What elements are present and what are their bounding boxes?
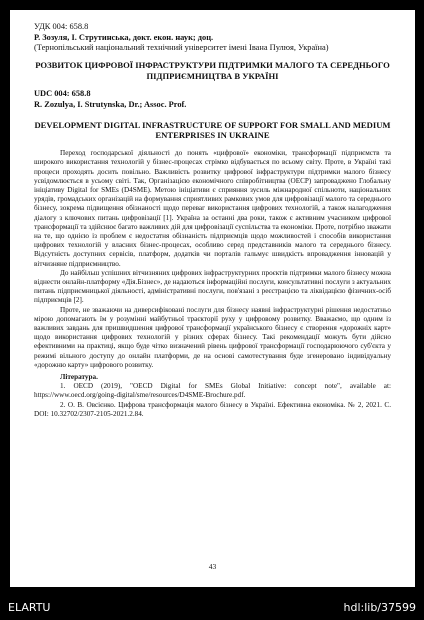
- title-en: DEVELOPMENT DIGITAL INFRASTRUCTURE OF SUPPORT FOR SMALL AND MEDIUM ENTERPRISES IN UKRAINE: [34, 119, 391, 141]
- document-page: [10, 10, 415, 587]
- header-ua: [34, 22, 391, 54]
- reference-item: 2. О. В. Овсієнко. Цифрова трансформація малого бізнесу в Україні. Ефективна економіка. № 2, 2021. С. DOI: 10.32702/2307-2105-2021.2.84.: [34, 400, 391, 418]
- page-number: 43: [208, 562, 217, 571]
- references-list: [34, 382, 391, 419]
- body-paragraph-3: Проте, не зважаючи на диверсифіковані послуги для бізнесу наявні інфраструктурні рішення недостатньо мірою допомагають їм у розумінні майбутньої траєкторії руху у цифровому розвитку. Вважаємо, що одним із важливих завдань для пришвидшення цифрової трансформації українського бізнесу є створення «дорожніх карт» щодо використання цифрових технологій у різних сферах бізнесу. Такі рекомендації можуть бути дійсно ефективними на практиці, якщо буде чітко визначений рівень цифрової трансформації господарюючого суб'єкта у режимі вільного доступу до онлайн платформи, де на основі самотестування буде згенеровано індивідуальну «дорожню карту» цифрового розвитку.: [34, 305, 391, 369]
- references-heading: Література.: [60, 373, 98, 382]
- footer-handle-label: hdl:lib/37599: [343, 601, 416, 614]
- authors-en: R. Zozulya, I. Strutynska, Dr.; Assoc. Prof.: [34, 99, 187, 109]
- reference-item: 1. OECD (2019), "OECD Digital for SMEs Global Initiative: concept note", available at: https://www.oecd.org/going-digital/sme/resources/D4SME-Brochure.pdf.: [34, 382, 391, 400]
- affiliation-ua: (Тернопільський національний технічний університет імені Івана Пулюя, Україна): [34, 43, 329, 53]
- udc-ua: УДК 004: 658.8: [34, 22, 89, 31]
- body-paragraph-1: Переход господарської діяльності до понять «цифрової» економіки, трансформації підприємств та широкого використання технологій у бізнес-процесах стрімко відбувається по всьому світу. Проте, в Україні такі процеси проходять досить повільно. Важливість розвитку цифрової інфраструктури підтримки малого бізнесу усвідомлюється в усьому світі. Так, Організацією економічного співробітництва (ОЕСР) запроваджено Глобальну ініціативу Digital for SMEs (D4SME). Метою ініціативи є сприяння зусиль міжнародної спільноти, національних урядів, громадських організацій на формування сприятливих рамкових умов для цифровізації малого та середнього бізнесу, зокрема підвищення обізнаності щодо переваг використання цифрових технологій, а також налагодження діалогу з ключових питань цифровізації [1]. Україна за останні два роки, також є активним учасником цифрової трансформації та здійснює багато важливих дій для цифровізації суспільства та економіки. Проте, потрібно зважати на те, що однією із проблем є недостатня обізнаність підприємців щодо можливостей і способів використання цифрових технологій у власних бізнес-процесах, особливо серед представників малого та середнього бізнесу. Відсутність доступних сервісів, платформ, додатків чи порталів гальмує швидкість впровадження інновацій у вітчизняне підприємництво.: [34, 149, 391, 268]
- udc-en: UDC 004: 658.8: [34, 89, 91, 99]
- body-paragraph-2: До найбільш успішних вітчизняних цифрових інфраструктурних проєктів підтримки малого бізнесу можна віднести онлайн-платформу «Дія.Бізнес», де надаються інформаційні послуги, консультативні послуги з актуальних питань підприємницької діяльності, адміністративні послуги, пов'язані з реєстрацією та ліквідацією фізичних-осіб підприємців [2].: [34, 268, 391, 305]
- footer-repository-label: ELARTU: [8, 601, 51, 614]
- authors-ua: Р. Зозуля, І. Струтинська, докт. екон. наук; доц.: [34, 32, 214, 42]
- title-ua: РОЗВИТОК ЦИФРОВОЇ ІНФРАСТРУКТУРИ ПІДТРИМКИ МАЛОГО ТА СЕРЕДНЬОГО ПІДПРИЄМНИЦТВА В УКРАЇНІ: [35, 59, 390, 81]
- footer-bar: [0, 597, 424, 620]
- header-en: [34, 89, 391, 110]
